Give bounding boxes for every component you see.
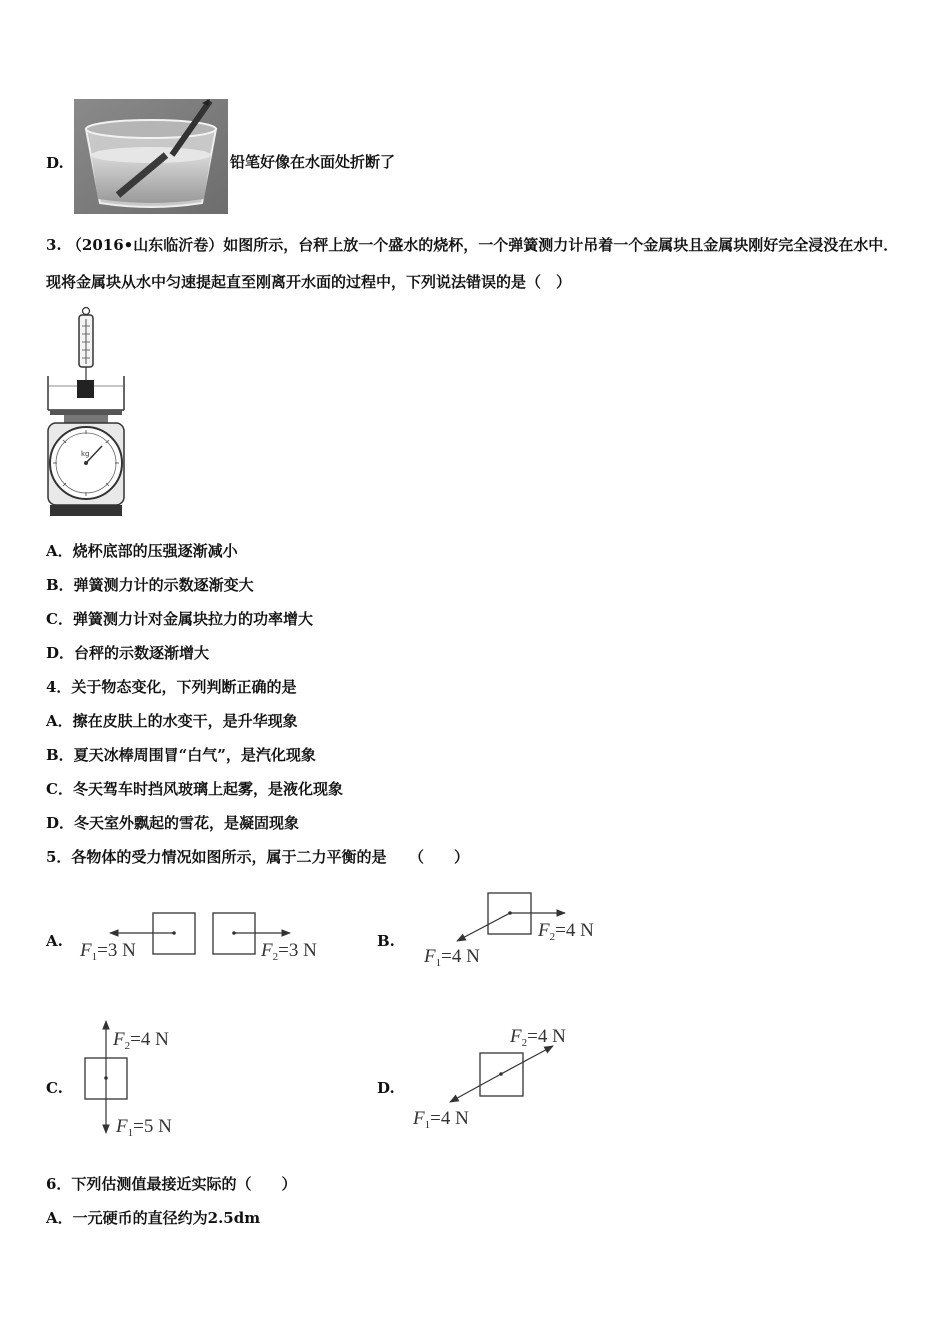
q5-label-c: C. [46,1079,63,1097]
q5d-f1-symbol: F [413,1108,425,1129]
q5b-f1-sub: 1 [435,957,442,969]
glass-pencil-image [74,99,228,214]
svg-text:F1=3 N [79,940,136,963]
q5c-f2-value: =4 N [130,1029,169,1050]
q5d-f1-value: =4 N [430,1108,469,1129]
svg-text:F1=5 N [115,1116,172,1139]
q3-option-b: B．弹簧测力计的示数逐渐变大 [46,576,254,594]
q5a-f2-sub: 2 [272,951,279,963]
q5d-f1-sub: 1 [424,1119,431,1131]
q5-figure-b [420,886,620,972]
q6-option-a: A．一元硬币的直径约为2.5dm [46,1209,261,1227]
q5b-f1-value: =4 N [441,946,480,967]
q3-option-a: A．烧杯底部的压强逐渐减小 [46,542,238,560]
q5-stem: 5．各物体的受力情况如图所示，属于二力平衡的是 （ ） [46,848,469,866]
q5a-f1-value: =3 N [97,940,136,961]
q5d-f2-value: =4 N [527,1026,566,1047]
q5b-f2-symbol: F [538,920,550,941]
q5c-f1-sub: 1 [127,1127,134,1139]
svg-text:F2=3 N [260,940,317,963]
q6-stem: 6．下列估测值最接近实际的（ ） [46,1175,297,1193]
q5d-f2-symbol: F [510,1026,522,1047]
svg-text:F2=4 N [537,920,594,943]
q5b-f2-value: =4 N [555,920,594,941]
q5c-f2-sub: 2 [124,1040,131,1052]
q5-label-d: D. [377,1079,395,1097]
q5a-f1-symbol: F [80,940,92,961]
q4-option-c: C．冬天驾车时挡风玻璃上起雾，是液化现象 [46,780,343,798]
q5a-f2-value: =3 N [278,940,317,961]
q3-option-d: D．台秤的示数逐渐增大 [46,644,210,662]
scale-figure [44,306,134,518]
q5-label-a: A. [46,932,63,950]
q5-label-b: B. [377,932,395,950]
q2-option-d-text: 铅笔好像在水面处折断了 [230,153,396,171]
q4-stem: 4．关于物态变化，下列判断正确的是 [46,678,297,696]
q5-figure-d [410,1020,600,1136]
q5a-f2-symbol: F [261,940,273,961]
q5b-f2-sub: 2 [549,931,556,943]
q5-figure-a [76,900,336,970]
svg-text:F2=4 N [509,1026,566,1049]
q5c-f1-value: =5 N [133,1116,172,1137]
q4-option-b: B．夏天冰棒周围冒“白气”，是汽化现象 [46,746,316,764]
q4-option-d: D．冬天室外飘起的雪花，是凝固现象 [46,814,300,832]
q5c-f1-symbol: F [116,1116,128,1137]
q5c-f2-symbol: F [113,1029,125,1050]
svg-text:F2=4 N [112,1029,169,1052]
q5-figure-c [80,1016,200,1144]
q5b-f1-symbol: F [424,946,436,967]
svg-text:F1=4 N [423,946,480,969]
q5a-f1-sub: 1 [91,951,98,963]
q5d-f2-sub: 2 [521,1037,528,1049]
q2-option-d-label: D. [46,154,64,172]
scale-unit: kg [81,450,90,458]
q3-stem: 3. （2016•山东临沂卷）如图所示，台秤上放一个盛水的烧杯，一个弹簧测力计吊着一个金属块且金属块刚好完全浸没在水中．现将金属块从水中匀速提起直至刚离开水面的过程中，下列说法错误的是（ ） [46,236,899,291]
q4-option-a: A．擦在皮肤上的水变干，是升华现象 [46,712,298,730]
q3-option-c: C．弹簧测力计对金属块拉力的功率增大 [46,610,313,628]
svg-text:F1=4 N [412,1108,469,1131]
